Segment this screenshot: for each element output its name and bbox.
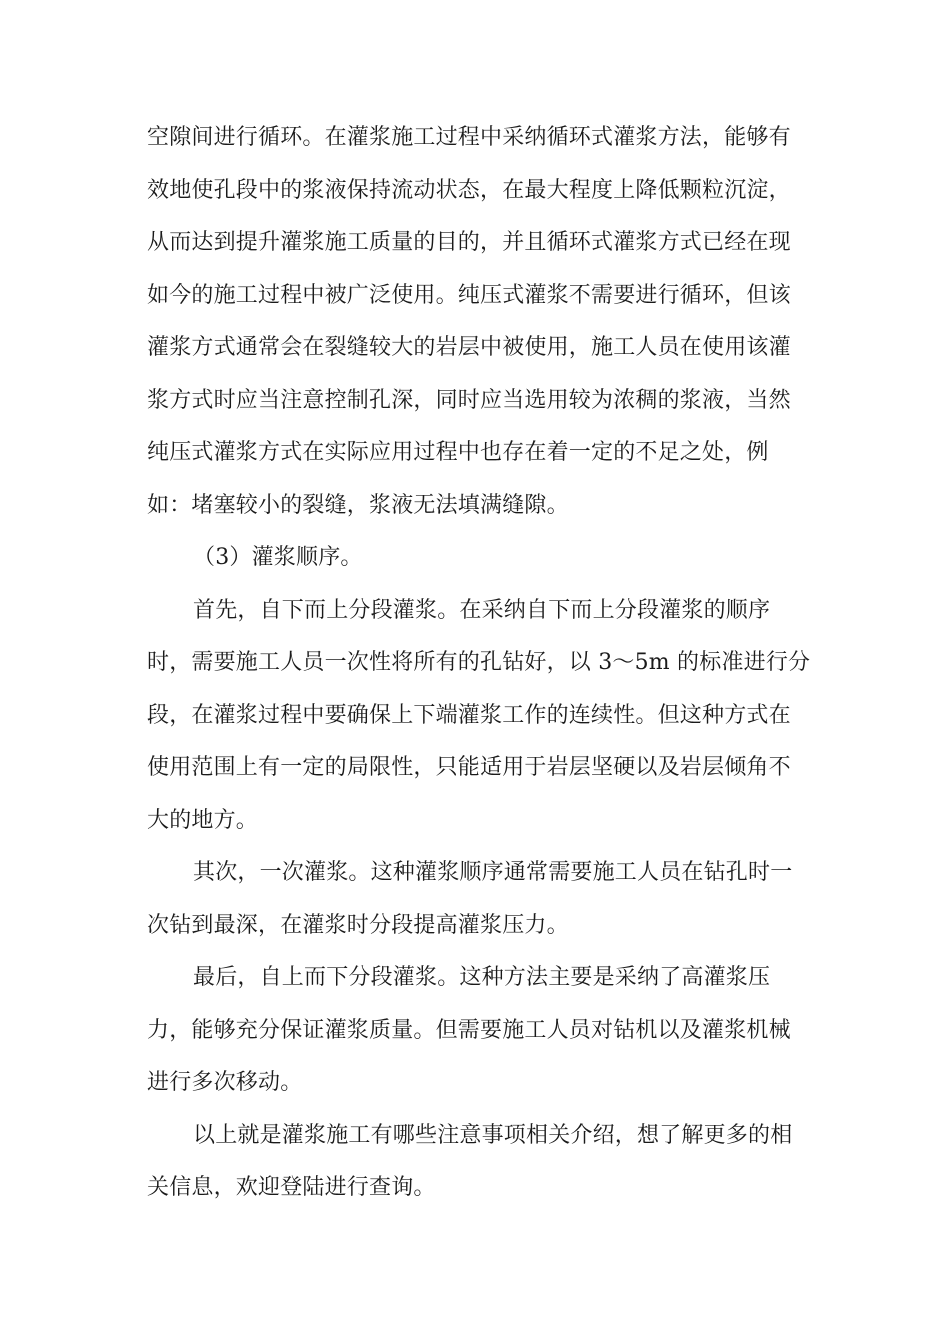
paragraph-second	[147, 847, 807, 952]
text-line: 关信息，欢迎登陆进行查询。	[147, 1175, 436, 1200]
text-line: 效地使孔段中的浆液保持流动状态，在最大程度上降低颗粒沉淀，	[147, 177, 791, 203]
text-line: （3）灌浆顺序。	[193, 545, 363, 570]
text-line: 次钻到最深，在灌浆时分段提高灌浆压力。	[147, 912, 569, 938]
text-line: 如今的施工过程中被广泛使用。纯压式灌浆不需要进行循环，但该	[147, 282, 791, 308]
paragraph-conclusion	[147, 1110, 807, 1215]
text-line: 段，在灌浆过程中要确保上下端灌浆工作的连续性。但这种方式在	[147, 702, 791, 728]
text-line: 以上就是灌浆施工有哪些注意事项相关介绍，想了解更多的相	[193, 1122, 793, 1148]
text-line: 如：堵塞较小的裂缝，浆液无法填满缝隙。	[147, 492, 569, 518]
text-line: 其次，一次灌浆。这种灌浆顺序通常需要施工人员在钻孔时一	[193, 860, 793, 885]
text-line: 大的地方。	[147, 807, 259, 833]
text-line: 灌浆方式通常会在裂缝较大的岩层中被使用，施工人员在使用该灌	[147, 335, 791, 360]
paragraph-circulation	[147, 112, 807, 532]
section-heading	[147, 532, 807, 585]
text-line: 从而达到提升灌浆施工质量的目的，并且循环式灌浆方式已经在现	[147, 230, 791, 255]
text-line: 首先，自下而上分段灌浆。在采纳自下而上分段灌浆的顺序	[193, 597, 771, 623]
text-line: 浆方式时应当注意控制孔深，同时应当选用较为浓稠的浆液，当然	[147, 387, 791, 413]
text-line: 时，需要施工人员一次性将所有的孔钻好，以 3～5m 的标准进行分	[147, 650, 811, 675]
paragraph-first	[147, 585, 811, 848]
paragraph-last	[147, 952, 807, 1110]
text-line: 纯压式灌浆方式在实际应用过程中也存在着一定的不足之处，例	[147, 440, 769, 465]
text-line: 力，能够充分保证灌浆质量。但需要施工人员对钻机以及灌浆机械	[147, 1017, 791, 1043]
text-line: 使用范围上有一定的局限性，只能适用于岩层坚硬以及岩层倾角不	[147, 755, 791, 780]
text-line: 进行多次移动。	[147, 1070, 303, 1095]
text-line: 空隙间进行循环。在灌浆施工过程中采纳循环式灌浆方法，能够有	[147, 125, 791, 150]
document-body	[147, 112, 811, 1215]
text-line: 最后，自上而下分段灌浆。这种方法主要是采纳了高灌浆压	[193, 965, 771, 990]
